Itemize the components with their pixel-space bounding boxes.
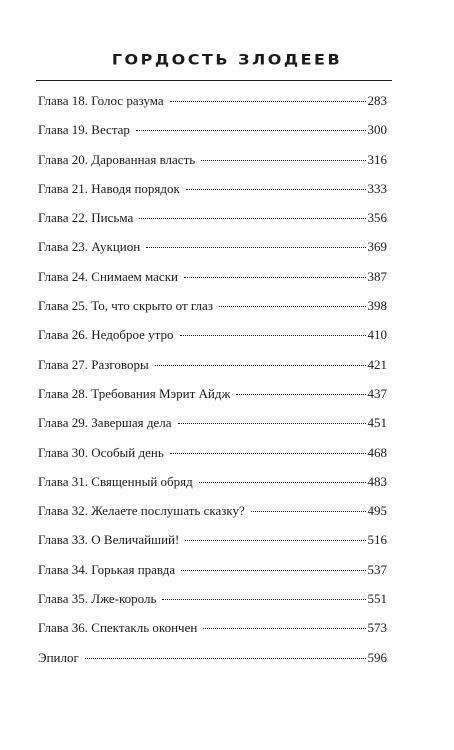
toc-entry-page-number: 369 bbox=[367, 239, 387, 255]
toc-dot-leader bbox=[178, 423, 366, 424]
toc-entry-title: Глава 33. О Величайший! bbox=[38, 532, 180, 548]
toc-entry bbox=[38, 617, 387, 646]
toc-entry-title: Глава 20. Дарованная власть bbox=[38, 151, 196, 167]
toc-dot-leader bbox=[170, 453, 366, 454]
toc-entry-page-number: 551 bbox=[367, 591, 387, 607]
toc-entry-title: Глава 18. Голос разума bbox=[38, 93, 164, 108]
toc-entry bbox=[38, 266, 387, 295]
toc-entry bbox=[38, 471, 387, 500]
toc-entry-page-number: 573 bbox=[367, 620, 387, 636]
toc-entry bbox=[38, 207, 387, 236]
toc-dot-leader bbox=[136, 130, 366, 131]
toc-entry bbox=[38, 236, 387, 265]
toc-entry-page-number: 387 bbox=[367, 268, 387, 284]
toc-entry-page-number: 437 bbox=[367, 385, 387, 401]
toc-entry-title: Глава 28. Требования Мэрит Айдж bbox=[38, 385, 231, 401]
toc-dot-leader bbox=[201, 160, 365, 161]
toc-entry-page-number: 398 bbox=[367, 298, 387, 314]
toc-entry-title: Глава 22. Письма bbox=[38, 210, 134, 226]
toc-entry-page-number: 516 bbox=[367, 532, 387, 548]
toc-entry-page-number: 421 bbox=[367, 356, 387, 372]
toc-dot-leader bbox=[155, 365, 366, 366]
toc-dot-leader bbox=[181, 570, 365, 571]
toc-entry-title: Глава 25. То, что скрыто от глаз bbox=[38, 298, 213, 314]
toc-entry bbox=[38, 588, 387, 617]
toc-entry-title: Глава 23. Аукцион bbox=[38, 239, 141, 255]
toc-entry bbox=[38, 149, 387, 178]
toc-dot-leader bbox=[236, 394, 365, 395]
toc-entry-title: Глава 21. Наводя порядок bbox=[38, 180, 180, 196]
toc-entry bbox=[38, 412, 387, 441]
toc-entry bbox=[38, 119, 387, 148]
toc-entry-page-number: 333 bbox=[367, 180, 387, 196]
toc-entry-title: Глава 24. Снимаем маски bbox=[38, 268, 178, 284]
toc-entry bbox=[38, 295, 387, 324]
toc-entry-title: Глава 26. Недоброе утро bbox=[38, 327, 174, 343]
toc-entry-title: Глава 35. Лже-король bbox=[38, 591, 157, 607]
toc-entry-page-number: 483 bbox=[367, 473, 387, 489]
toc-dot-leader bbox=[85, 658, 366, 659]
toc-entry-title: Глава 36. Спектакль окончен bbox=[38, 620, 198, 636]
toc-entry-page-number: 410 bbox=[367, 327, 387, 343]
header-rule bbox=[36, 80, 392, 81]
toc-dot-leader bbox=[162, 599, 365, 600]
toc-entry-page-number: 495 bbox=[367, 503, 387, 519]
toc-entry bbox=[38, 90, 387, 119]
running-head-title: ГОРДОСТЬ ЗЛОДЕЕВ bbox=[111, 50, 343, 69]
toc-dot-leader bbox=[219, 306, 366, 307]
toc-entry-title: Глава 30. Особый день bbox=[38, 444, 164, 460]
toc-entry-page-number: 537 bbox=[367, 561, 387, 577]
toc-dot-leader bbox=[251, 511, 366, 512]
toc-dot-leader bbox=[146, 247, 365, 248]
toc-entry bbox=[38, 324, 387, 353]
toc-entry bbox=[38, 647, 387, 676]
toc-entry bbox=[38, 178, 387, 207]
toc-entry bbox=[38, 442, 387, 471]
toc-dot-leader bbox=[185, 540, 365, 541]
toc-entry-title: Глава 31. Священный обряд bbox=[38, 473, 193, 489]
toc-dot-leader bbox=[203, 628, 365, 629]
table-of-contents bbox=[38, 90, 387, 676]
toc-entry-title: Эпилог bbox=[38, 649, 79, 665]
toc-entry-title: Глава 32. Желаете послушать сказку? bbox=[38, 503, 245, 519]
toc-dot-leader bbox=[186, 189, 366, 190]
toc-dot-leader bbox=[170, 101, 366, 102]
toc-dot-leader bbox=[199, 482, 366, 483]
toc-entry-page-number: 596 bbox=[367, 649, 387, 665]
toc-entry-title: Глава 34. Горькая правда bbox=[38, 561, 176, 577]
toc-entry bbox=[38, 500, 387, 529]
toc-entry bbox=[38, 383, 387, 412]
toc-entry-page-number: 468 bbox=[367, 444, 387, 460]
toc-dot-leader bbox=[184, 277, 366, 278]
toc-entry bbox=[38, 559, 387, 588]
toc-entry-title: Глава 27. Разговоры bbox=[38, 356, 149, 372]
toc-entry bbox=[38, 354, 387, 383]
toc-entry-page-number: 316 bbox=[367, 151, 387, 167]
toc-entry-page-number: 451 bbox=[367, 415, 387, 431]
toc-entry-page-number: 300 bbox=[367, 122, 387, 138]
toc-entry-page-number: 356 bbox=[367, 210, 387, 226]
toc-entry-title: Глава 29. Завершая дела bbox=[38, 415, 172, 431]
toc-entry-page-number: 283 bbox=[367, 93, 387, 108]
toc-dot-leader bbox=[180, 335, 366, 336]
toc-entry-title: Глава 19. Вестар bbox=[38, 122, 130, 138]
toc-dot-leader bbox=[139, 218, 365, 219]
toc-entry bbox=[38, 529, 387, 558]
